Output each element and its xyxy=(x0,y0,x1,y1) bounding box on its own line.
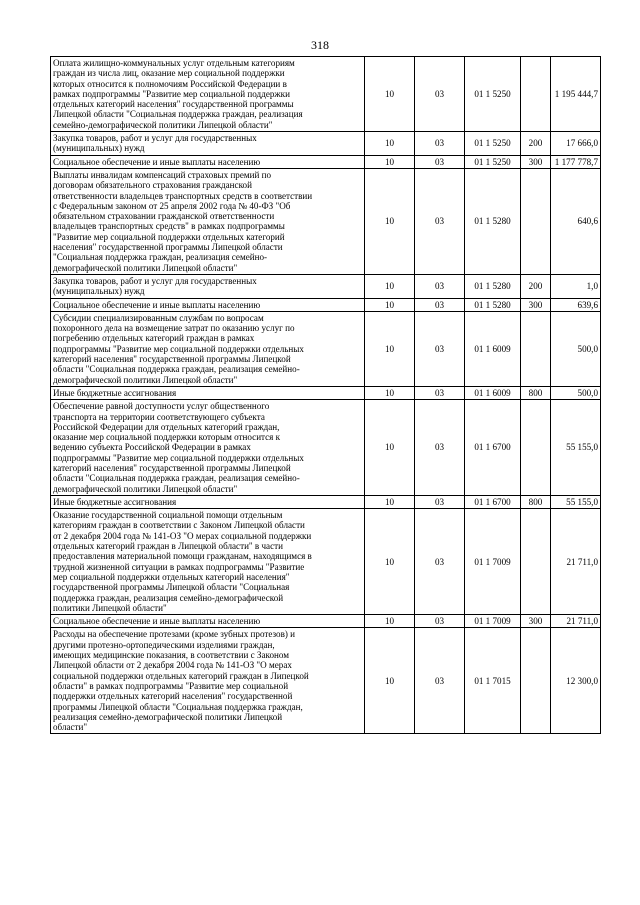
table-row xyxy=(51,274,601,298)
row-article: 01 1 6700 xyxy=(465,495,521,508)
table-row xyxy=(51,509,601,615)
table-row xyxy=(51,311,601,386)
row-article: 01 1 7009 xyxy=(465,509,521,615)
row-section: 10 xyxy=(365,132,415,156)
row-expense-kind xyxy=(521,311,551,386)
row-section: 10 xyxy=(365,495,415,508)
row-article: 01 1 6700 xyxy=(465,400,521,496)
row-expense-kind: 200 xyxy=(521,274,551,298)
table-row xyxy=(51,615,601,628)
row-amount: 640,6 xyxy=(551,168,601,274)
row-name: Иные бюджетные ассигнования xyxy=(51,386,365,399)
row-subsection: 03 xyxy=(415,132,465,156)
budget-table xyxy=(50,56,601,734)
table-row xyxy=(51,400,601,496)
row-expense-kind xyxy=(521,57,551,132)
row-article: 01 1 5250 xyxy=(465,155,521,168)
table-row xyxy=(51,298,601,311)
row-name: Оплата жилищно-коммунальных услуг отдельным категориям граждан из числа лиц, оказание мер социальной поддержки которых относится к полномочиям Российской Федерации в рамках подпрограммы "Развитие мер социальной поддержки отдельных категорий населения" государственной программы Липецкой области "Социальная поддержка граждан, реализация семейно-демографической политики Липецкой области" xyxy=(51,57,365,132)
row-amount: 21 711,0 xyxy=(551,509,601,615)
row-expense-kind: 300 xyxy=(521,155,551,168)
row-expense-kind xyxy=(521,509,551,615)
row-article: 01 1 5280 xyxy=(465,168,521,274)
row-article: 01 1 6009 xyxy=(465,311,521,386)
row-name: Закупка товаров, работ и услуг для государственных (муниципальных) нужд xyxy=(51,274,365,298)
row-article: 01 1 6009 xyxy=(465,386,521,399)
row-section: 10 xyxy=(365,628,415,734)
page-number: 318 xyxy=(311,38,329,52)
row-article: 01 1 5250 xyxy=(465,57,521,132)
row-subsection: 03 xyxy=(415,509,465,615)
row-subsection: 03 xyxy=(415,495,465,508)
row-article: 01 1 5280 xyxy=(465,274,521,298)
row-subsection: 03 xyxy=(415,615,465,628)
row-expense-kind: 800 xyxy=(521,495,551,508)
row-article: 01 1 7009 xyxy=(465,615,521,628)
row-amount: 12 300,0 xyxy=(551,628,601,734)
row-section: 10 xyxy=(365,386,415,399)
row-name: Закупка товаров, работ и услуг для государственных (муниципальных) нужд xyxy=(51,132,365,156)
row-amount: 1 195 444,7 xyxy=(551,57,601,132)
row-expense-kind xyxy=(521,628,551,734)
row-amount: 17 666,0 xyxy=(551,132,601,156)
row-subsection: 03 xyxy=(415,298,465,311)
row-article: 01 1 5280 xyxy=(465,298,521,311)
row-expense-kind xyxy=(521,168,551,274)
row-name: Субсидии специализированным службам по вопросам похоронного дела на возмещение затрат по оказанию услуг по погребению отдельных категорий граждан в рамках подпрограммы "Развитие мер социальной поддержки отдельных категорий населения" государственной программы Липецкой области "Социальная поддержка граждан, реализация семейно- демографической политики Липецкой области" xyxy=(51,311,365,386)
row-amount: 500,0 xyxy=(551,311,601,386)
row-article: 01 1 5250 xyxy=(465,132,521,156)
row-name: Расходы на обеспечение протезами (кроме зубных протезов) и другими протезно-ортопедическими изделиями граждан, имеющих медицинские показания, в соответствии с Законом Липецкой области от 2 декабря 2004 года № 141-ОЗ "О мерах социальной поддержки отдельных категорий граждан в Липецкой области" в рамках подпрограммы "Развитие мер социальной поддержки отдельных категорий населения" государственной программы Липецкой области "Социальная поддержка граждан, реализация семейно-демографической политики Липецкой области" xyxy=(51,628,365,734)
row-subsection: 03 xyxy=(415,628,465,734)
row-name: Выплаты инвалидам компенсаций страховых премий по договорам обязательного страхования гражданской ответственности владельцев транспортных средств в соответствии с Федеральным законом от 25 апреля 2002 года № 40-ФЗ "Об обязательном страховании гражданской ответственности владельцев транспортных средств" в рамках подпрограммы "Развитие мер социальной поддержки отдельных категорий населения" государственной программы Липецкой области "Социальная поддержка граждан, реализация семейно- демографической политики Липецкой области" xyxy=(51,168,365,274)
table-row xyxy=(51,57,601,132)
row-section: 10 xyxy=(365,57,415,132)
row-amount: 55 155,0 xyxy=(551,495,601,508)
row-subsection: 03 xyxy=(415,57,465,132)
row-name: Иные бюджетные ассигнования xyxy=(51,495,365,508)
row-section: 10 xyxy=(365,298,415,311)
row-amount: 500,0 xyxy=(551,386,601,399)
row-section: 10 xyxy=(365,509,415,615)
row-section: 10 xyxy=(365,615,415,628)
row-name: Социальное обеспечение и иные выплаты населению xyxy=(51,155,365,168)
row-name: Обеспечение равной доступности услуг общественного транспорта на территории соответствующего субъекта Российской Федерации для отдельных категорий граждан, оказание мер социальной поддержки которым относится к ведению субъекта Российской Федерации в рамках подпрограммы "Развитие мер социальной поддержки отдельных категорий населения" государственной программы Липецкой области "Социальная поддержка граждан, реализация семейно- демографической политики Липецкой области" xyxy=(51,400,365,496)
row-expense-kind: 200 xyxy=(521,132,551,156)
table-row xyxy=(51,628,601,734)
row-subsection: 03 xyxy=(415,155,465,168)
table-row xyxy=(51,386,601,399)
table-row xyxy=(51,495,601,508)
row-subsection: 03 xyxy=(415,311,465,386)
row-amount: 639,6 xyxy=(551,298,601,311)
row-name: Оказание государственной социальной помощи отдельным категориям граждан в соответствии с Законом Липецкой области от 2 декабря 2004 года № 141-ОЗ "О мерах социальной поддержки отдельных категорий граждан в Липецкой области" в части предоставления материальной помощи гражданам, находящимся в трудной жизненной ситуации в рамках подпрограммы "Развитие мер социальной поддержки отдельных категорий населения" государственной программы Липецкой области "Социальная поддержка граждан, реализация семейно-демографической политики Липецкой области" xyxy=(51,509,365,615)
table-row xyxy=(51,132,601,156)
row-amount: 1 177 778,7 xyxy=(551,155,601,168)
row-article: 01 1 7015 xyxy=(465,628,521,734)
row-section: 10 xyxy=(365,400,415,496)
budget-table-body xyxy=(51,57,601,734)
row-subsection: 03 xyxy=(415,400,465,496)
row-section: 10 xyxy=(365,155,415,168)
row-expense-kind: 800 xyxy=(521,386,551,399)
row-expense-kind xyxy=(521,400,551,496)
row-section: 10 xyxy=(365,168,415,274)
row-expense-kind: 300 xyxy=(521,298,551,311)
row-name: Социальное обеспечение и иные выплаты населению xyxy=(51,298,365,311)
row-amount: 55 155,0 xyxy=(551,400,601,496)
row-name: Социальное обеспечение и иные выплаты населению xyxy=(51,615,365,628)
row-amount: 1,0 xyxy=(551,274,601,298)
table-row xyxy=(51,168,601,274)
table-row xyxy=(51,155,601,168)
row-subsection: 03 xyxy=(415,274,465,298)
row-subsection: 03 xyxy=(415,168,465,274)
row-section: 10 xyxy=(365,311,415,386)
row-section: 10 xyxy=(365,274,415,298)
row-subsection: 03 xyxy=(415,386,465,399)
row-amount: 21 711,0 xyxy=(551,615,601,628)
row-expense-kind: 300 xyxy=(521,615,551,628)
